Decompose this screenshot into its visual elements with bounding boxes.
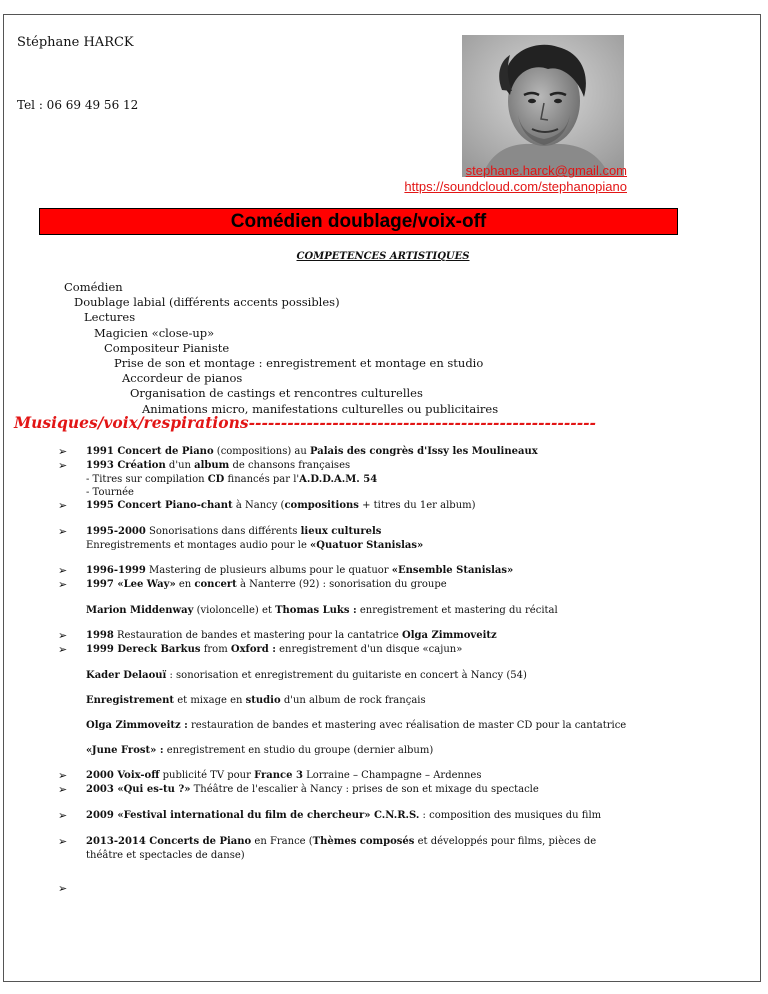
arrow-bullet-icon: ➢: [58, 578, 68, 591]
entry-text: Sonorisations dans différents: [145, 526, 301, 537]
skill-item: Doublage labial (différents accents possibles): [74, 295, 340, 310]
entry-text: de chansons françaises: [229, 460, 351, 471]
entry-text: financés par l': [224, 474, 300, 485]
entry-text-bold: Kader Delaouï: [86, 670, 167, 681]
entry-line: [58, 719, 748, 732]
entry-line: [58, 525, 748, 539]
entry-text-bold: 1995-2000: [86, 526, 146, 537]
entry-text: en France (: [251, 836, 313, 847]
entry-text: Théâtre de l'escalier à Nancy : prises de son et mixage du spectacle: [190, 784, 539, 795]
job-title-banner: Comédien doublage/voix-off: [39, 208, 678, 235]
arrow-bullet-icon: ➢: [58, 459, 68, 472]
entry-line: [58, 849, 748, 862]
entry-line: [58, 835, 748, 849]
music-entries-list: [58, 445, 748, 896]
entry-text-bold: Marion Middenway: [86, 605, 194, 616]
entry-text: : composition des musiques du film: [419, 810, 602, 821]
entry-text-bold: 1995 Concert Piano-chant: [86, 500, 233, 511]
entry-line: [58, 744, 748, 757]
arrow-bullet-icon: ➢: [58, 809, 68, 822]
entry-text-bold: Thomas Luks :: [275, 605, 357, 616]
person-name: Stéphane HARCK: [17, 35, 134, 50]
entry-text: publicité TV pour: [159, 770, 255, 781]
arrow-bullet-icon: ➢: [58, 629, 68, 642]
arrow-bullet-icon: ➢: [58, 835, 68, 848]
entry-line: [58, 643, 748, 657]
cv-page: [3, 14, 761, 982]
entry-text-bold: Oxford :: [230, 644, 276, 655]
entry-line: [58, 539, 748, 552]
entry-text: (violoncelle) et: [193, 605, 276, 616]
entry-text: théâtre et spectacles de danse): [86, 850, 245, 861]
entry-line: [58, 604, 748, 617]
entry-text-bold: Palais des congrès d'Issy les Moulineaux: [310, 446, 538, 457]
entry-line: [58, 809, 748, 823]
entry-text-bold: «June Frost» :: [86, 745, 164, 756]
arrow-bullet-icon: ➢: [58, 525, 68, 538]
email-link[interactable]: stephane.harck@gmail.com: [465, 163, 627, 178]
entry-text-bold: Olga Zimmoveitz: [402, 630, 497, 641]
entry-text-bold: Thèmes composés: [312, 836, 415, 847]
entry-text-bold: A.D.D.A.M. 54: [299, 474, 378, 485]
music-section-heading: Musiques/voix/respirations------------------------------------------------------: [14, 413, 596, 432]
entry-text-bold: concert: [194, 579, 237, 590]
entry-text: from: [200, 644, 231, 655]
entry-text: restauration de bandes et mastering avec réalisation de master CD pour la cantatrice: [187, 720, 627, 731]
entry-text-bold: 2009 «Festival international du film de chercheur» C.N.R.S.: [86, 810, 420, 821]
entry-line: [58, 564, 748, 578]
arrow-bullet-icon: ➢: [58, 445, 68, 458]
entry-line: [58, 783, 748, 797]
entry-text: Restauration de bandes et mastering pour la cantatrice: [113, 630, 403, 641]
entry-text-bold: CD: [207, 474, 225, 485]
entry-text-bold: 2000 Voix-off: [86, 770, 160, 781]
entry-line: [58, 473, 748, 486]
entry-text-bold: «Quatuor Stanislas»: [310, 540, 424, 551]
entry-text: à Nanterre (92) : sonorisation du groupe: [236, 579, 447, 590]
entry-line: [58, 578, 748, 592]
entry-text: - Tournée: [86, 487, 134, 498]
website-link[interactable]: https://soundcloud.com/stephanopiano: [404, 179, 627, 194]
phone-number: Tel : 06 69 49 56 12: [17, 98, 139, 112]
entry-text: d'un: [165, 460, 195, 471]
entry-text: et mixage en: [174, 695, 246, 706]
entry-text-bold: studio: [245, 695, 281, 706]
entry-text-bold: «Ensemble Stanislas»: [391, 565, 514, 576]
entry-text-bold: 1996-1999: [86, 565, 146, 576]
skill-item: Accordeur de pianos: [122, 371, 243, 386]
competences-list: [64, 280, 498, 417]
entry-line: [58, 669, 748, 682]
portrait-image: [462, 35, 624, 177]
entry-line: [58, 459, 748, 473]
entry-text-bold: compositions: [284, 500, 359, 511]
skill-item: Lectures: [84, 310, 136, 325]
skill-item: Magicien «close-up»: [94, 325, 215, 340]
entry-text: - Titres sur compilation: [86, 474, 208, 485]
entry-text-bold: 1993 Création: [86, 460, 166, 471]
entry-text: (compositions) au: [213, 446, 311, 457]
entry-text-bold: 1999 Dereck Barkus: [86, 644, 201, 655]
entry-text-bold: 2003 «Qui es-tu ?»: [86, 784, 191, 795]
entry-line: [58, 486, 748, 499]
arrow-bullet-icon: ➢: [58, 783, 68, 796]
entry-line: [58, 629, 748, 643]
entry-text-bold: Enregistrement: [86, 695, 175, 706]
competences-heading: COMPETENCES ARTISTIQUES: [296, 251, 470, 262]
entry-text-bold: France 3: [254, 770, 303, 781]
entry-text: enregistrement d'un disque «cajun»: [275, 644, 463, 655]
arrow-bullet-icon: ➢: [58, 882, 68, 895]
entry-text: Lorraine – Champagne – Ardennes: [302, 770, 482, 781]
entry-line: [58, 769, 748, 783]
entry-text-bold: 2013-2014 Concerts de Piano: [86, 836, 252, 847]
contact-links: [404, 163, 627, 195]
skill-item: Compositeur Pianiste: [104, 340, 230, 355]
entry-text: enregistrement et mastering du récital: [356, 605, 558, 616]
arrow-bullet-icon: ➢: [58, 499, 68, 512]
arrow-bullet-icon: ➢: [58, 643, 68, 656]
entry-text: : sonorisation et enregistrement du guitariste en concert à Nancy (54): [166, 670, 527, 681]
arrow-bullet-icon: ➢: [58, 769, 68, 782]
entry-text-bold: album: [194, 460, 230, 471]
arrow-bullet-icon: ➢: [58, 564, 68, 577]
portrait-photo: [462, 35, 624, 177]
entry-text-bold: Olga Zimmoveitz :: [86, 720, 188, 731]
entry-text: Enregistrements et montages audio pour le: [86, 540, 311, 551]
entry-text: d'un album de rock français: [280, 695, 426, 706]
entry-text-bold: lieux culturels: [300, 526, 382, 537]
entry-text: Mastering de plusieurs albums pour le quatuor: [145, 565, 392, 576]
entry-text: enregistrement en studio du groupe (dernier album): [163, 745, 434, 756]
skill-item: Comédien: [64, 280, 123, 294]
entry-text: et développés pour films, pièces de: [414, 836, 597, 847]
skill-item: Organisation de castings et rencontres culturelles: [130, 386, 423, 401]
entry-line: [58, 499, 748, 513]
entry-text-bold: 1998: [86, 630, 114, 641]
entry-text-bold: 1991 Concert de Piano: [86, 446, 214, 457]
skill-item: Prise de son et montage : enregistrement et montage en studio: [114, 356, 484, 371]
entry-text: en: [175, 579, 195, 590]
entry-line: [58, 445, 748, 459]
entry-text: + titres du 1er album): [358, 500, 476, 511]
skill-item: Animations micro, manifestations culturelles ou publicitaires: [142, 401, 499, 416]
entry-text-bold: 1997 «Lee Way»: [86, 579, 176, 590]
entry-text: à Nancy (: [232, 500, 285, 511]
entry-line: [58, 694, 748, 707]
entry-line: [58, 882, 748, 896]
